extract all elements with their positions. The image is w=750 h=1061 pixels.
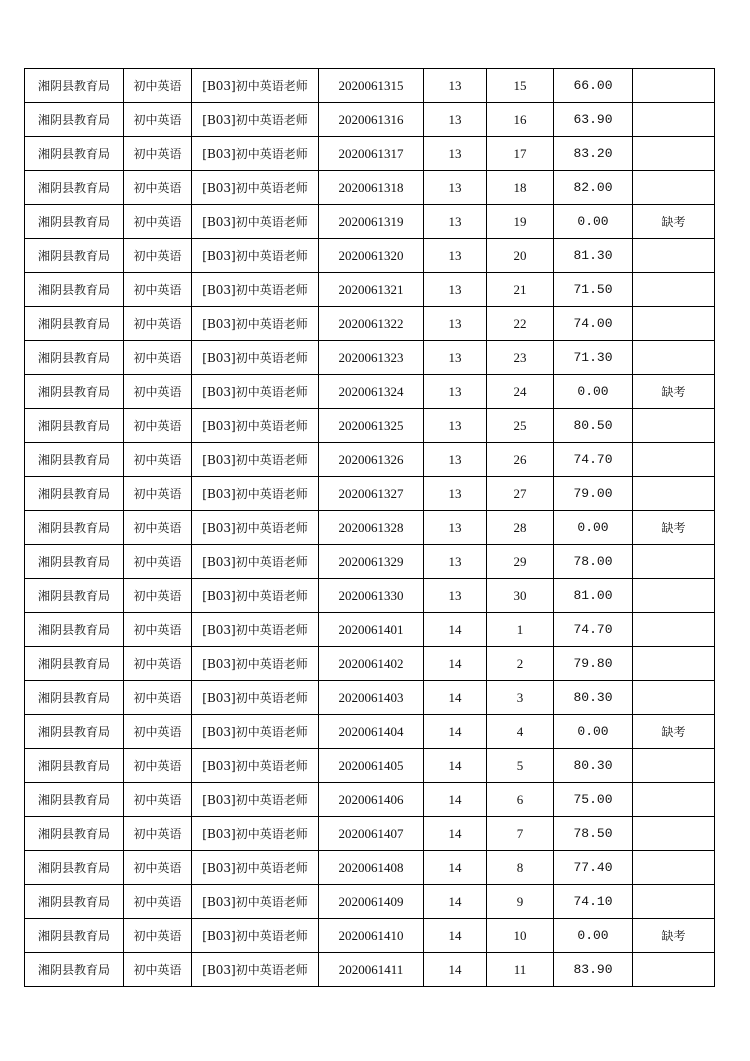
unit-cell: 湘阴县教育局 [25,409,124,443]
table-row [25,885,715,919]
exam-room-cell: 13 [424,273,487,307]
note-cell [633,749,715,783]
seat-number-cell: 19 [487,205,554,239]
exam-room-cell: 13 [424,409,487,443]
seat-number-cell: 22 [487,307,554,341]
ticket-number-cell: 2020061403 [319,681,424,715]
exam-room-cell: 14 [424,851,487,885]
position-cell: [B03]初中英语老师 [192,681,319,715]
score-sheet [24,68,715,987]
seat-number-cell: 27 [487,477,554,511]
seat-number-cell: 4 [487,715,554,749]
unit-cell: 湘阴县教育局 [25,749,124,783]
subject-cell: 初中英语 [124,477,192,511]
ticket-number-cell: 2020061320 [319,239,424,273]
table-row [25,273,715,307]
subject-cell: 初中英语 [124,851,192,885]
note-cell [633,409,715,443]
note-cell [633,239,715,273]
position-cell: [B03]初中英语老师 [192,715,319,749]
table-body [25,69,715,987]
exam-room-cell: 13 [424,443,487,477]
note-cell [633,69,715,103]
seat-number-cell: 15 [487,69,554,103]
score-cell: 77.40 [554,851,633,885]
position-cell: [B03]初中英语老师 [192,69,319,103]
seat-number-cell: 29 [487,545,554,579]
ticket-number-cell: 2020061329 [319,545,424,579]
table-row [25,511,715,545]
ticket-number-cell: 2020061315 [319,69,424,103]
exam-room-cell: 13 [424,171,487,205]
seat-number-cell: 6 [487,783,554,817]
subject-cell: 初中英语 [124,375,192,409]
table-row [25,749,715,783]
subject-cell: 初中英语 [124,817,192,851]
subject-cell: 初中英语 [124,749,192,783]
note-cell [633,341,715,375]
note-cell [633,953,715,987]
table-row [25,715,715,749]
table-row [25,409,715,443]
position-cell: [B03]初中英语老师 [192,885,319,919]
subject-cell: 初中英语 [124,545,192,579]
ticket-number-cell: 2020061330 [319,579,424,613]
seat-number-cell: 23 [487,341,554,375]
table-row [25,613,715,647]
position-cell: [B03]初中英语老师 [192,647,319,681]
unit-cell: 湘阴县教育局 [25,715,124,749]
subject-cell: 初中英语 [124,885,192,919]
unit-cell: 湘阴县教育局 [25,69,124,103]
note-cell [633,681,715,715]
unit-cell: 湘阴县教育局 [25,273,124,307]
position-cell: [B03]初中英语老师 [192,239,319,273]
score-cell: 74.70 [554,613,633,647]
ticket-number-cell: 2020061325 [319,409,424,443]
table-row [25,477,715,511]
position-cell: [B03]初中英语老师 [192,749,319,783]
seat-number-cell: 7 [487,817,554,851]
score-cell: 83.20 [554,137,633,171]
subject-cell: 初中英语 [124,273,192,307]
unit-cell: 湘阴县教育局 [25,307,124,341]
table-row [25,919,715,953]
exam-room-cell: 13 [424,341,487,375]
table-row [25,307,715,341]
table-row [25,171,715,205]
subject-cell: 初中英语 [124,69,192,103]
position-cell: [B03]初中英语老师 [192,205,319,239]
unit-cell: 湘阴县教育局 [25,919,124,953]
subject-cell: 初中英语 [124,307,192,341]
seat-number-cell: 9 [487,885,554,919]
score-cell: 63.90 [554,103,633,137]
subject-cell: 初中英语 [124,205,192,239]
score-cell: 83.90 [554,953,633,987]
note-cell [633,477,715,511]
exam-room-cell: 14 [424,749,487,783]
note-cell [633,851,715,885]
subject-cell: 初中英语 [124,579,192,613]
score-cell: 74.00 [554,307,633,341]
subject-cell: 初中英语 [124,647,192,681]
ticket-number-cell: 2020061406 [319,783,424,817]
score-cell: 78.00 [554,545,633,579]
unit-cell: 湘阴县教育局 [25,137,124,171]
unit-cell: 湘阴县教育局 [25,477,124,511]
position-cell: [B03]初中英语老师 [192,953,319,987]
seat-number-cell: 28 [487,511,554,545]
table-row [25,375,715,409]
unit-cell: 湘阴县教育局 [25,817,124,851]
score-cell: 81.00 [554,579,633,613]
position-cell: [B03]初中英语老师 [192,273,319,307]
position-cell: [B03]初中英语老师 [192,613,319,647]
ticket-number-cell: 2020061408 [319,851,424,885]
unit-cell: 湘阴县教育局 [25,103,124,137]
table-row [25,205,715,239]
table-row [25,579,715,613]
exam-room-cell: 13 [424,69,487,103]
exam-room-cell: 13 [424,511,487,545]
position-cell: [B03]初中英语老师 [192,341,319,375]
table-row [25,341,715,375]
ticket-number-cell: 2020061316 [319,103,424,137]
unit-cell: 湘阴县教育局 [25,579,124,613]
note-cell: 缺考 [633,715,715,749]
seat-number-cell: 10 [487,919,554,953]
score-cell: 79.80 [554,647,633,681]
note-cell [633,885,715,919]
seat-number-cell: 1 [487,613,554,647]
ticket-number-cell: 2020061321 [319,273,424,307]
subject-cell: 初中英语 [124,239,192,273]
position-cell: [B03]初中英语老师 [192,443,319,477]
exam-room-cell: 14 [424,953,487,987]
exam-room-cell: 14 [424,681,487,715]
position-cell: [B03]初中英语老师 [192,409,319,443]
table-row [25,647,715,681]
subject-cell: 初中英语 [124,715,192,749]
exam-room-cell: 14 [424,715,487,749]
exam-room-cell: 13 [424,375,487,409]
position-cell: [B03]初中英语老师 [192,851,319,885]
unit-cell: 湘阴县教育局 [25,681,124,715]
score-cell: 82.00 [554,171,633,205]
unit-cell: 湘阴县教育局 [25,511,124,545]
subject-cell: 初中英语 [124,137,192,171]
ticket-number-cell: 2020061404 [319,715,424,749]
score-cell: 0.00 [554,375,633,409]
exam-room-cell: 13 [424,137,487,171]
score-table [24,68,715,987]
unit-cell: 湘阴县教育局 [25,205,124,239]
unit-cell: 湘阴县教育局 [25,239,124,273]
position-cell: [B03]初中英语老师 [192,307,319,341]
exam-room-cell: 14 [424,647,487,681]
subject-cell: 初中英语 [124,511,192,545]
score-cell: 0.00 [554,205,633,239]
score-cell: 66.00 [554,69,633,103]
exam-room-cell: 13 [424,307,487,341]
table-row [25,783,715,817]
ticket-number-cell: 2020061327 [319,477,424,511]
note-cell [633,103,715,137]
note-cell [633,171,715,205]
exam-room-cell: 13 [424,477,487,511]
note-cell [633,307,715,341]
note-cell: 缺考 [633,205,715,239]
score-cell: 0.00 [554,715,633,749]
position-cell: [B03]初中英语老师 [192,783,319,817]
seat-number-cell: 3 [487,681,554,715]
unit-cell: 湘阴县教育局 [25,545,124,579]
exam-room-cell: 13 [424,205,487,239]
ticket-number-cell: 2020061324 [319,375,424,409]
note-cell [633,647,715,681]
ticket-number-cell: 2020061318 [319,171,424,205]
exam-room-cell: 13 [424,239,487,273]
seat-number-cell: 26 [487,443,554,477]
table-row [25,681,715,715]
subject-cell: 初中英语 [124,103,192,137]
score-cell: 80.30 [554,749,633,783]
subject-cell: 初中英语 [124,919,192,953]
table-row [25,443,715,477]
ticket-number-cell: 2020061411 [319,953,424,987]
ticket-number-cell: 2020061407 [319,817,424,851]
position-cell: [B03]初中英语老师 [192,477,319,511]
table-row [25,239,715,273]
table-row [25,851,715,885]
position-cell: [B03]初中英语老师 [192,137,319,171]
ticket-number-cell: 2020061409 [319,885,424,919]
ticket-number-cell: 2020061401 [319,613,424,647]
table-row [25,69,715,103]
position-cell: [B03]初中英语老师 [192,375,319,409]
unit-cell: 湘阴县教育局 [25,885,124,919]
table-row [25,137,715,171]
table-row [25,953,715,987]
exam-room-cell: 14 [424,919,487,953]
subject-cell: 初中英语 [124,613,192,647]
unit-cell: 湘阴县教育局 [25,375,124,409]
score-cell: 78.50 [554,817,633,851]
unit-cell: 湘阴县教育局 [25,171,124,205]
score-cell: 71.50 [554,273,633,307]
note-cell: 缺考 [633,375,715,409]
score-cell: 71.30 [554,341,633,375]
subject-cell: 初中英语 [124,443,192,477]
seat-number-cell: 25 [487,409,554,443]
seat-number-cell: 30 [487,579,554,613]
position-cell: [B03]初中英语老师 [192,579,319,613]
ticket-number-cell: 2020061402 [319,647,424,681]
note-cell [633,545,715,579]
score-cell: 0.00 [554,511,633,545]
ticket-number-cell: 2020061323 [319,341,424,375]
ticket-number-cell: 2020061328 [319,511,424,545]
seat-number-cell: 18 [487,171,554,205]
unit-cell: 湘阴县教育局 [25,647,124,681]
note-cell [633,579,715,613]
seat-number-cell: 17 [487,137,554,171]
exam-room-cell: 14 [424,817,487,851]
note-cell: 缺考 [633,919,715,953]
ticket-number-cell: 2020061319 [319,205,424,239]
score-cell: 0.00 [554,919,633,953]
exam-room-cell: 14 [424,613,487,647]
ticket-number-cell: 2020061322 [319,307,424,341]
note-cell [633,273,715,307]
exam-room-cell: 13 [424,545,487,579]
ticket-number-cell: 2020061326 [319,443,424,477]
position-cell: [B03]初中英语老师 [192,817,319,851]
position-cell: [B03]初中英语老师 [192,171,319,205]
unit-cell: 湘阴县教育局 [25,953,124,987]
exam-room-cell: 13 [424,103,487,137]
position-cell: [B03]初中英语老师 [192,545,319,579]
position-cell: [B03]初中英语老师 [192,103,319,137]
score-cell: 81.30 [554,239,633,273]
exam-room-cell: 14 [424,885,487,919]
subject-cell: 初中英语 [124,953,192,987]
table-row [25,103,715,137]
ticket-number-cell: 2020061410 [319,919,424,953]
score-cell: 80.50 [554,409,633,443]
subject-cell: 初中英语 [124,681,192,715]
score-cell: 74.70 [554,443,633,477]
note-cell: 缺考 [633,511,715,545]
exam-room-cell: 14 [424,783,487,817]
unit-cell: 湘阴县教育局 [25,341,124,375]
seat-number-cell: 5 [487,749,554,783]
seat-number-cell: 24 [487,375,554,409]
seat-number-cell: 16 [487,103,554,137]
unit-cell: 湘阴县教育局 [25,851,124,885]
seat-number-cell: 20 [487,239,554,273]
score-cell: 75.00 [554,783,633,817]
score-cell: 79.00 [554,477,633,511]
note-cell [633,137,715,171]
seat-number-cell: 8 [487,851,554,885]
unit-cell: 湘阴县教育局 [25,443,124,477]
position-cell: [B03]初中英语老师 [192,919,319,953]
unit-cell: 湘阴县教育局 [25,613,124,647]
ticket-number-cell: 2020061405 [319,749,424,783]
subject-cell: 初中英语 [124,341,192,375]
unit-cell: 湘阴县教育局 [25,783,124,817]
note-cell [633,443,715,477]
seat-number-cell: 21 [487,273,554,307]
note-cell [633,613,715,647]
table-row [25,545,715,579]
seat-number-cell: 11 [487,953,554,987]
ticket-number-cell: 2020061317 [319,137,424,171]
score-cell: 74.10 [554,885,633,919]
subject-cell: 初中英语 [124,409,192,443]
subject-cell: 初中英语 [124,783,192,817]
note-cell [633,783,715,817]
note-cell [633,817,715,851]
table-row [25,817,715,851]
position-cell: [B03]初中英语老师 [192,511,319,545]
score-cell: 80.30 [554,681,633,715]
seat-number-cell: 2 [487,647,554,681]
subject-cell: 初中英语 [124,171,192,205]
exam-room-cell: 13 [424,579,487,613]
